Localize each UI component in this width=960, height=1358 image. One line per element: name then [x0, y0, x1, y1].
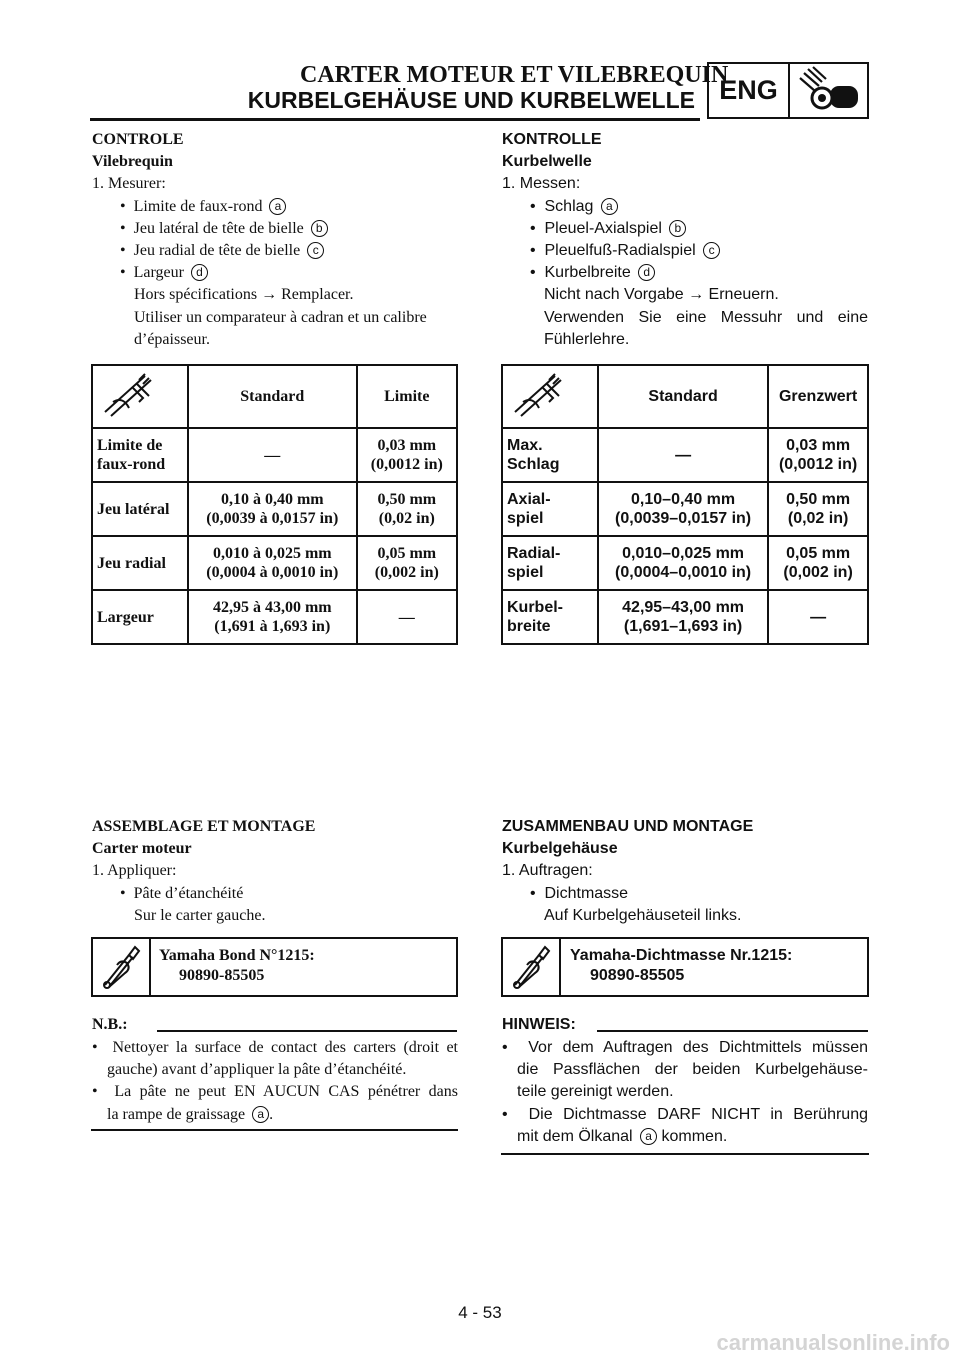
de-tool-part-number: 90890-85505 [590, 967, 685, 984]
fr-assembly-detail: Sur le carter gauche. [134, 906, 266, 924]
de-note-end-rule [501, 1153, 869, 1155]
table-header-standard: Standard [598, 365, 768, 428]
list-item: • Pleuel-Axialspiel b [502, 218, 872, 240]
watermark: carmanualsonline.info [716, 1330, 950, 1355]
callout-a-icon: a [640, 1128, 657, 1145]
table-header-limit: Limite [357, 365, 457, 428]
de-assembly-heading: ZUSAMMENBAU UND MONTAGE [502, 818, 754, 835]
fr-check-subheading: Vilebrequin [92, 153, 173, 171]
table-row: Kurbel- breite 42,95–43,00 mm (1,691–1,693 in) — [502, 590, 868, 644]
table-row: Jeu radial 0,010 à 0,025 mm (0,0004 à 0,0010 in) 0,05 mm (0,002 in) [92, 536, 457, 590]
de-check-heading: KONTROLLE [502, 131, 602, 148]
list-item: • La pâte ne peut EN AUCUN CAS pénétrer dans [92, 1083, 458, 1101]
de-assembly-section [502, 816, 872, 927]
de-check-subheading: Kurbelwelle [502, 153, 592, 171]
de-check-section [502, 129, 872, 351]
table-row: Radial- spiel 0,010–0,025 mm (0,0004–0,0010 in) 0,05 mm (0,002 in) [502, 536, 868, 590]
fr-note-rule [157, 1030, 457, 1032]
engine-wrench-icon [792, 64, 867, 117]
table-header-limit: Grenzwert [768, 365, 868, 428]
list-item: • Jeu radial de tête de bielle c [92, 240, 462, 262]
table-row: Largeur 42,95 à 43,00 mm (1,691 à 1,693 in) — [92, 590, 457, 644]
callout-a-icon: a [601, 198, 618, 215]
de-spec-table [501, 364, 869, 645]
fr-check-action: Hors spécifications → Remplacer. [134, 286, 354, 304]
wrench-screwdriver-icon [505, 941, 557, 993]
callout-a-icon: a [252, 1106, 269, 1123]
fr-check-tool-line1: Utiliser un comparateur à cadran et un calibre [134, 308, 427, 326]
list-item: • Jeu latéral de tête de bielle b [92, 218, 462, 240]
fr-assembly-subheading: Carter moteur [92, 840, 192, 858]
de-tool-text [570, 946, 792, 986]
de-assembly-detail: Auf Kurbelgehäuseteil links. [544, 906, 742, 924]
list-item: • Schlag a [502, 196, 872, 218]
table-row: Limite de faux-rond — 0,03 mm (0,0012 in) [92, 428, 457, 482]
fr-note-body: • Nettoyer la surface de contact des carters (droit et gauche) avant d’appliquer la pâte d’étanchéité. • La pâte ne peut EN AUCUN CAS pénétrer dans la rampe de graissage a . [92, 1039, 458, 1123]
list-item: • Die Dichtmasse DARF NICHT in Berührung [502, 1105, 868, 1123]
de-tool-name: Yamaha-Dichtmasse Nr.1215: [570, 947, 793, 964]
tool-box-divider [559, 939, 561, 995]
de-note-label: HINWEIS: [502, 1016, 576, 1033]
de-check-tool-line2: Fühlerlehre. [544, 330, 630, 348]
fr-assembly-section [92, 816, 462, 927]
tool-box-divider [149, 939, 151, 995]
header-title-fr: CARTER MOTEUR ET VILEBREQUIN [300, 62, 729, 88]
fr-note-label: N.B.: [92, 1016, 128, 1033]
header-title-de: KURBELGEHÄUSE UND KURBELWELLE [247, 87, 695, 113]
table-row: Axial- spiel 0,10–0,40 mm (0,0039–0,0157 in) 0,50 mm (0,02 in) [502, 482, 868, 536]
list-item: • Pâte d’étanchéité [120, 884, 244, 902]
fr-tool-part-number: 90890-85505 [179, 967, 265, 984]
callout-c-icon: c [703, 242, 720, 259]
table-header-icon-cell [502, 365, 598, 428]
de-assembly-step: 1. Auftragen: [502, 862, 593, 880]
fr-tool-name: Yamaha Bond N°1215: [159, 947, 315, 964]
fr-check-step: 1. Mesurer: [92, 175, 166, 193]
callout-b-icon: b [669, 220, 686, 237]
fr-assembly-step: 1. Appliquer: [92, 862, 177, 880]
list-item: • Vor dem Auftragen des Dichtmittels müssen [502, 1039, 868, 1056]
list-item: • Largeur d [92, 262, 462, 284]
callout-a-icon: a [269, 198, 286, 215]
fr-check-tool-line2: d’épaisseur. [134, 330, 210, 348]
fr-note-end-rule [91, 1129, 458, 1131]
de-note-body: • Vor dem Auftragen des Dichtmittels müssen die Passflächen der beiden Kurbelgehäuse- teile gereinigt werden. • Die Dichtmasse DARF NICHT in Berührung mit dem Ölkanal a kommen. [502, 1039, 868, 1145]
header-rule [90, 118, 700, 121]
list-item: • Pleuelfuß-Radialspiel c [502, 240, 872, 262]
callout-c-icon: c [307, 242, 324, 259]
list-item: • Limite de faux-rond a [92, 196, 462, 218]
table-row: Jeu latéral 0,10 à 0,40 mm (0,0039 à 0,0157 in) 0,50 mm (0,02 in) [92, 482, 457, 536]
callout-d-icon: d [191, 264, 208, 281]
fr-assembly-heading: ASSEMBLAGE ET MONTAGE [92, 818, 316, 835]
caliper-icon [93, 366, 185, 422]
caliper-icon [503, 366, 595, 422]
wrench-screwdriver-icon [95, 941, 147, 993]
page-number: 4 - 53 [458, 1303, 502, 1322]
de-note-rule [597, 1030, 868, 1032]
fr-tool-text [159, 946, 315, 986]
de-check-tool-line1: Verwenden Sie eine Messuhr und eine [544, 308, 868, 326]
list-item: • Kurbelbreite d [502, 262, 872, 284]
de-check-step: 1. Messen: [502, 175, 581, 193]
table-header-standard: Standard [188, 365, 357, 428]
section-badge-label: ENG [709, 64, 790, 117]
de-assembly-subheading: Kurbelgehäuse [502, 840, 618, 858]
fr-check-section [92, 129, 462, 351]
table-row: Max. Schlag — 0,03 mm (0,0012 in) [502, 428, 868, 482]
list-item: • Nettoyer la surface de contact des carters (droit et [92, 1039, 458, 1056]
fr-check-heading: CONTROLE [92, 131, 184, 148]
list-item: • Dichtmasse [530, 884, 629, 902]
fr-spec-table [91, 364, 458, 645]
callout-b-icon: b [311, 220, 328, 237]
table-header-icon-cell [92, 365, 188, 428]
callout-d-icon: d [638, 264, 655, 281]
de-check-action: Nicht nach Vorgabe → Erneuern. [544, 286, 779, 304]
